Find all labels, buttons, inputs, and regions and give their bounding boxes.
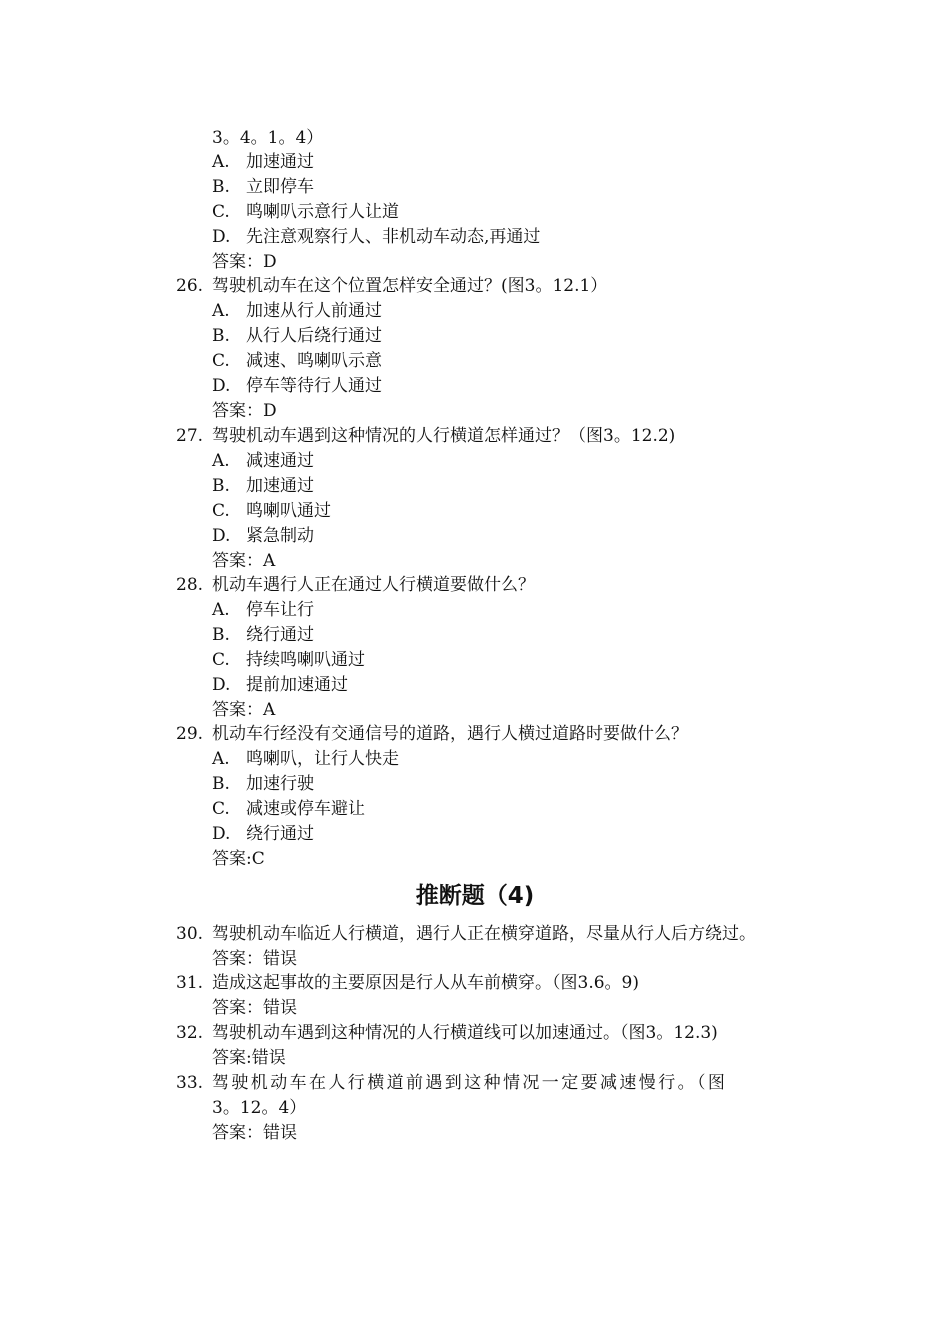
- question-text: 驾驶机动车在人行横道前遇到这种情况一定要减速慢行。（图: [212, 1073, 728, 1093]
- question-continuation: 3。4。1。4）: [212, 128, 324, 148]
- option-c: C. 减速或停车避让: [212, 799, 365, 819]
- answer: 答案：A: [212, 551, 276, 571]
- option-b: B. 加速行驶: [212, 774, 314, 794]
- answer: 答案：A: [212, 700, 276, 720]
- question-text: 驾驶机动车遇到这种情况的人行横道怎样通过？（图3。12.2): [212, 426, 676, 446]
- question-text: 驾驶机动车临近人行横道，遇行人正在横穿道路，尽量从行人后方绕过。: [212, 924, 756, 944]
- question-text: 驾驶机动车遇到这种情况的人行横道线可以加速通过。（图3。12.3): [212, 1023, 718, 1043]
- question-text: 驾驶机动车在这个位置怎样安全通过？(图3。12.1）: [212, 276, 608, 296]
- question-number: 30.: [176, 924, 204, 944]
- option-d: D. 绕行通过: [212, 824, 314, 844]
- option-c: C. 鸣喇叭通过: [212, 501, 331, 521]
- option-d: D. 提前加速通过: [212, 675, 348, 695]
- question-number: 32.: [176, 1023, 204, 1043]
- section-heading: 推断题（4): [415, 883, 535, 909]
- question-number: 28.: [176, 575, 204, 595]
- option-a: A. 减速通过: [212, 451, 314, 471]
- option-b: B. 从行人后绕行通过: [212, 326, 382, 346]
- option-b: B. 加速通过: [212, 476, 314, 496]
- question-text-continuation: 3。12。4）: [212, 1098, 307, 1118]
- question-text: 造成这起事故的主要原因是行人从车前横穿。（图3.6。9): [212, 973, 639, 993]
- option-c: C. 减速、鸣喇叭示意: [212, 351, 382, 371]
- option-a: A. 停车让行: [212, 600, 314, 620]
- answer: 答案:C: [212, 849, 265, 869]
- answer: 答案：D: [212, 252, 277, 272]
- option-c: C. 鸣喇叭示意行人让道: [212, 202, 399, 222]
- option-a: A. 加速通过: [212, 152, 314, 172]
- question-number: 29.: [176, 724, 204, 744]
- question-number: 26.: [176, 276, 204, 296]
- question-text: 机动车遇行人正在通过人行横道要做什么？: [212, 575, 535, 595]
- question-number: 31.: [176, 973, 204, 993]
- answer: 答案：错误: [212, 949, 297, 969]
- answer: 答案：D: [212, 401, 277, 421]
- option-a: A. 鸣喇叭，让行人快走: [212, 749, 399, 769]
- answer: 答案:错误: [212, 1048, 286, 1068]
- option-b: B. 立即停车: [212, 177, 314, 197]
- option-c: C. 持续鸣喇叭通过: [212, 650, 365, 670]
- answer: 答案：错误: [212, 998, 297, 1018]
- answer: 答案：错误: [212, 1123, 297, 1143]
- option-a: A. 加速从行人前通过: [212, 301, 382, 321]
- question-number: 33.: [176, 1073, 204, 1093]
- option-d: D. 停车等待行人通过: [212, 376, 382, 396]
- question-number: 27.: [176, 426, 204, 446]
- option-d: D. 先注意观察行人、非机动车动态,再通过: [212, 227, 541, 247]
- option-b: B. 绕行通过: [212, 625, 314, 645]
- question-text: 机动车行经没有交通信号的道路，遇行人横过道路时要做什么？: [212, 724, 688, 744]
- option-d: D. 紧急制动: [212, 526, 314, 546]
